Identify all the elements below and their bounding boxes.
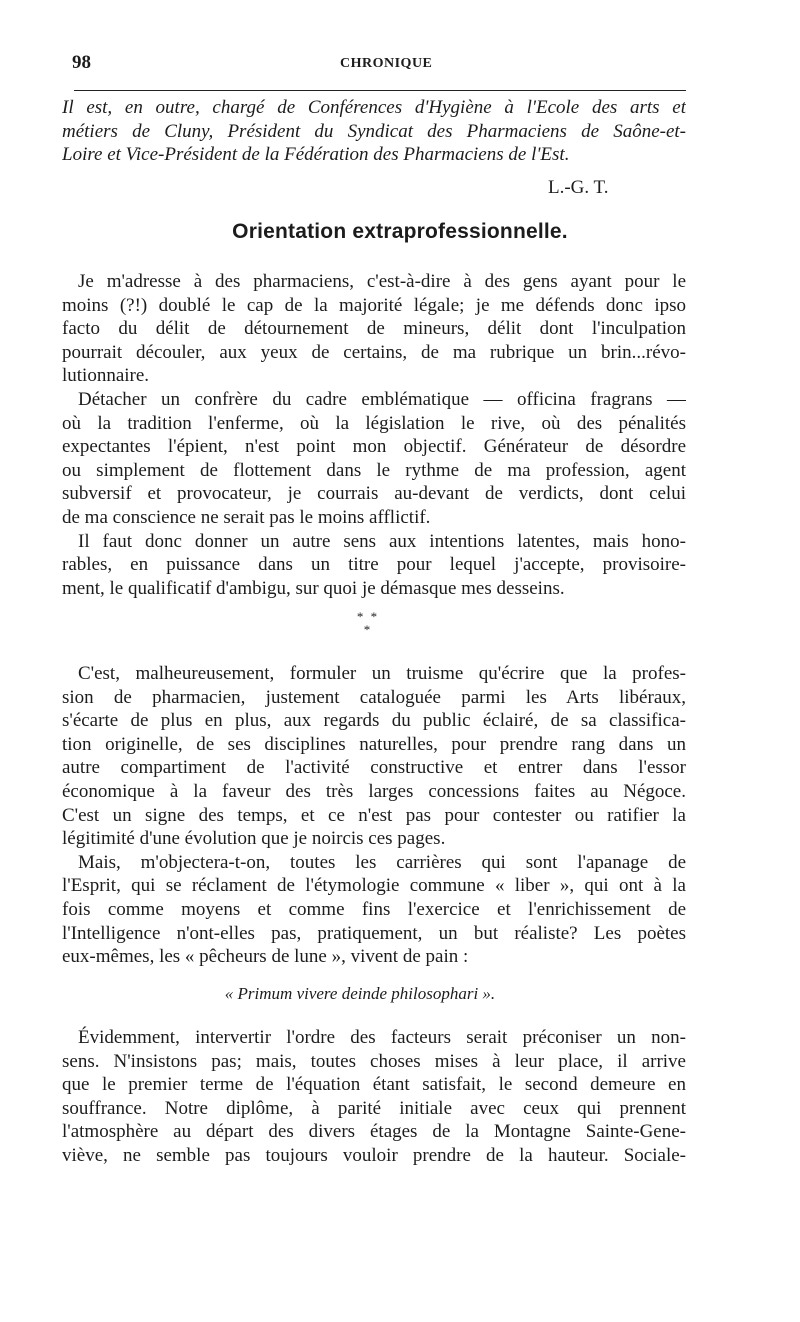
text-line: ment, le qualificatif d'ambigu, sur quoi je démasque mes desseins. — [62, 577, 565, 599]
text-line: eux-mêmes, les « pêcheurs de lune », vivent de pain : — [62, 946, 469, 968]
text-line: légitimité d'une évolution que je noircis ces pages. — [62, 828, 446, 850]
text-line: de ma conscience ne serait pas le moins afflictif. — [62, 506, 431, 528]
text-line: Il faut donc donner un autre sens aux intentions latentes, mais hono- — [78, 530, 686, 552]
text-line: l'Esprit, qui se réclament de l'étymologie commune « liber », qui ont à la — [62, 875, 686, 897]
text-line: rables, en puissance dans un titre pour lequel j'accepte, provisoire- — [62, 554, 686, 576]
text-line: facto du délit de détournement de mineurs, délit dont l'inculpation — [62, 318, 686, 340]
page-header — [68, 52, 688, 80]
text-line: économique à la faveur des très larges concessions faites au Négoce. — [62, 780, 686, 802]
text-line: C'est un signe des temps, et ce n'est pas pour contester ou ratifier la — [62, 804, 686, 826]
text-line: subversif et provocateur, je courrais au-devant de verdicts, dont celui — [62, 483, 686, 505]
intro-paragraph — [62, 96, 686, 167]
section-1 — [62, 270, 686, 600]
text-line: Il est, en outre, chargé de Conférences d'Hygiène à l'Ecole des arts et — [62, 97, 686, 118]
section-2 — [62, 662, 686, 969]
text-line: pourrait découler, aux yeux de certains, de ma rubrique un brin...révo- — [62, 341, 686, 363]
text-line: Je m'adresse à des pharmaciens, c'est-à-dire à des gens ayant pour le — [78, 271, 686, 292]
running-head: CHRONIQUE — [340, 56, 433, 71]
text-line: expectantes l'épient, n'est point mon objectif. Générateur de désordre — [62, 436, 686, 458]
text-line: fois comme moyens et comme fins l'exercice et l'enrichissement de — [62, 898, 686, 920]
text-line: lutionnaire. — [62, 365, 150, 387]
text-line: s'écarte de plus en plus, aux regards du public éclairé, de sa classifica- — [62, 710, 686, 732]
section-3 — [62, 1026, 686, 1168]
text-line: que le premier terme de l'équation étant satisfait, le second demeure en — [62, 1074, 686, 1096]
text-line: souffrance. Notre diplôme, à parité initiale avec ceux qui prennent — [62, 1097, 686, 1119]
text-line: Évidemment, intervertir l'ordre des facteurs serait préconiser un non- — [78, 1027, 686, 1048]
text-line: l'Intelligence n'ont-elles pas, pratiquement, un but réaliste? Les poètes — [62, 922, 686, 944]
section-break-asterisks — [352, 610, 382, 636]
section-break-text: * * * — [356, 609, 378, 637]
signature: L.-G. T. — [548, 177, 609, 198]
text-line: métiers de Cluny, Président du Syndicat des Pharmaciens de Saône-et- — [62, 120, 686, 142]
text-line: où la tradition l'enferme, où la législation le rive, où des pénalités — [62, 412, 686, 434]
text-line: sens. N'insistons pas; mais, toutes choses mises à leur place, il arrive — [62, 1050, 686, 1072]
latin-quote: « Primum vivere deinde philosophari ». — [224, 984, 496, 1003]
text-line: C'est, malheureusement, formuler un truisme qu'écrire que la profes- — [78, 663, 686, 684]
text-line: Loire et Vice-Président de la Fédération des Pharmaciens de l'Est. — [62, 144, 570, 166]
header-rule — [74, 90, 686, 91]
text-line: sion de pharmacien, justement cataloguée parmi les Arts libéraux, — [62, 686, 686, 708]
page-number: 98 — [72, 52, 91, 73]
text-line: ou simplement de flottement dans le rythme de ma profession, agent — [62, 459, 686, 481]
text-line: moins (?!) doublé le cap de la majorité légale; je me défends donc ipso — [62, 294, 686, 316]
text-line: Mais, m'objectera-t-on, toutes les carrières qui sont l'apanage de — [78, 851, 686, 873]
text-line: l'atmosphère au départ des divers étages de la Montagne Sainte-Gene- — [62, 1121, 686, 1143]
text-line: autre compartiment de l'activité constructive et entrer dans l'essor — [62, 757, 686, 779]
text-line: viève, ne semble pas toujours vouloir prendre de la hauteur. Sociale- — [62, 1144, 686, 1166]
text-line: Détacher un confrère du cadre emblématique — officina fragrans — — [78, 388, 686, 410]
article-title: Orientation extraprofessionnelle. — [232, 220, 568, 243]
text-line: tion originelle, de ses disciplines naturelles, pour prendre rang dans un — [62, 733, 686, 755]
